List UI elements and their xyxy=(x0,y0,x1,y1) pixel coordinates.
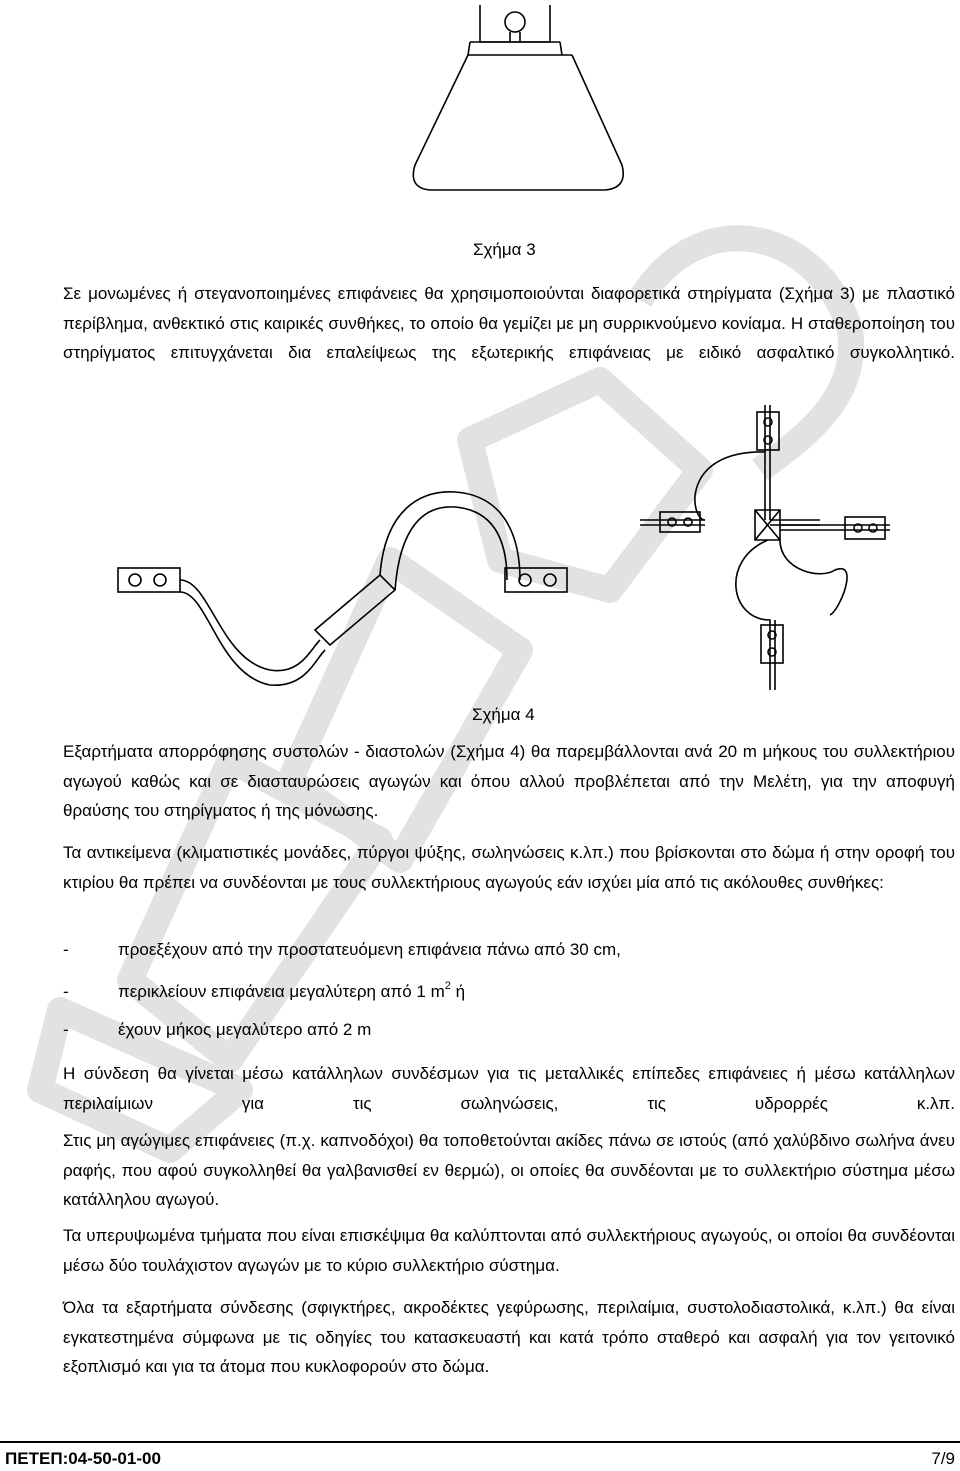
paragraph-4: Η σύνδεση θα γίνεται μέσω κατάλληλων συνδέσμων για τις μεταλλικές επίπεδες επιφάνειες ή μέσω κατάλληλων περιλαίμιων για τις σωληνώσεις, τις υδρορρές κ.λπ. xyxy=(63,1064,955,1113)
figure-4-expansion-joint-drawing xyxy=(110,480,610,700)
superscript: 2 xyxy=(444,980,451,992)
figure-4-caption: Σχήμα 4 xyxy=(472,705,535,724)
figure-4-cross-connector-drawing xyxy=(620,400,940,700)
paragraph-6: Τα υπερυψωμένα τμήματα που είναι επισκέψιμα θα καλύπτονται από συλλεκτήριους αγωγούς, οι οποίοι θα συνδέονται μέσω δύο τουλάχιστον αγωγών με το κύριο συλλεκτήριο σύστημα. xyxy=(63,1226,955,1275)
figure-3-drawing xyxy=(360,0,680,210)
bullet-text: περικλείουν επιφάνεια μεγαλύτερη από 1 $m^2$ ή xyxy=(118,980,466,1001)
bullet-text: έχουν μήκος μεγαλύτερο από 2 m xyxy=(118,1020,372,1039)
document-code: ΠΕΤΕΠ:04-50-01-00 xyxy=(5,1449,161,1468)
bullet-text: προεξέχουν από την προστατευόμενη επιφάνεια πάνω από 30 cm, xyxy=(118,940,621,959)
figure-3-caption: Σχήμα 3 xyxy=(473,240,536,259)
paragraph-3: Τα αντικείμενα (κλιματιστικές μονάδες, πύργοι ψύξης, σωληνώσεις κ.λπ.) που βρίσκονται στο δώμα ή στην οροφή του κτιρίου θα πρέπει να συνδέονται με τους συλλεκτήριους αγωγούς εάν ισχύει μία από τις ακόλουθες συνθήκες: xyxy=(63,843,955,892)
bullet-dash: - xyxy=(63,940,69,959)
footer-rule xyxy=(0,1441,960,1443)
paragraph-1: Σε μονωμένες ή στεγανοποιημένες επιφάνειες θα χρησιμοποιούνται διαφορετικά στηρίγματα (Σχήμα 3) με πλαστικό περίβλημα, ανθεκτικό στις καιρικές συνθήκες, το οποίο θα γεμίζει με μη συρρικνούμενο κονίαμα. Η σταθεροποίηση του στηρίγματος επιτυγχάνεται δια επαλείψεως της εξωτερικής επιφάνειας με ειδικό ασφαλτικό συγκολλητικό. xyxy=(63,284,955,362)
paragraph-5: Στις μη αγώγιμες επιφάνειες (π.χ. καπνοδόχοι) θα τοποθετούνται ακίδες πάνω σε ιστούς (από χαλύβδινο σωλήνα άνευ ραφής, που αφού συγκολληθεί θα γαλβανισθεί εν θερμώ), οι οποίες θα συνδέονται με το συλλεκτήριο σύστημα μέσω κατάλληλου αγωγού. xyxy=(63,1131,955,1209)
bullet-dash: - xyxy=(63,1020,69,1039)
page-number: 7/9 xyxy=(931,1449,955,1468)
bullet-dash: - xyxy=(63,982,69,1001)
paragraph-2: Εξαρτήματα απορρόφησης συστολών - διαστολών (Σχήμα 4) θα παρεμβάλλονται ανά 20 m μήκους του συλλεκτήριου αγωγού καθώς και σε διασταυρώσεις αγωγών και όπου αλλού προβλέπεται από την Μελέτη, για την αποφυγή θραύσης του στηρίγματος ή της μόνωσης. xyxy=(63,742,955,820)
paragraph-7: Όλα τα εξαρτήματα σύνδεσης (σφιγκτήρες, ακροδέκτες γεφύρωσης, περιλαίμια, συστολοδιαστολικά, κ.λπ.) θα είναι εγκατεστημένα σύμφωνα με τις οδηγίες του κατασκευαστή και κατά τρόπο σταθερό και ασφαλή για τον γειτονικό εξοπλισμό και για τα άτομα που κυκλοφορούν στο δώμα. xyxy=(63,1298,955,1376)
